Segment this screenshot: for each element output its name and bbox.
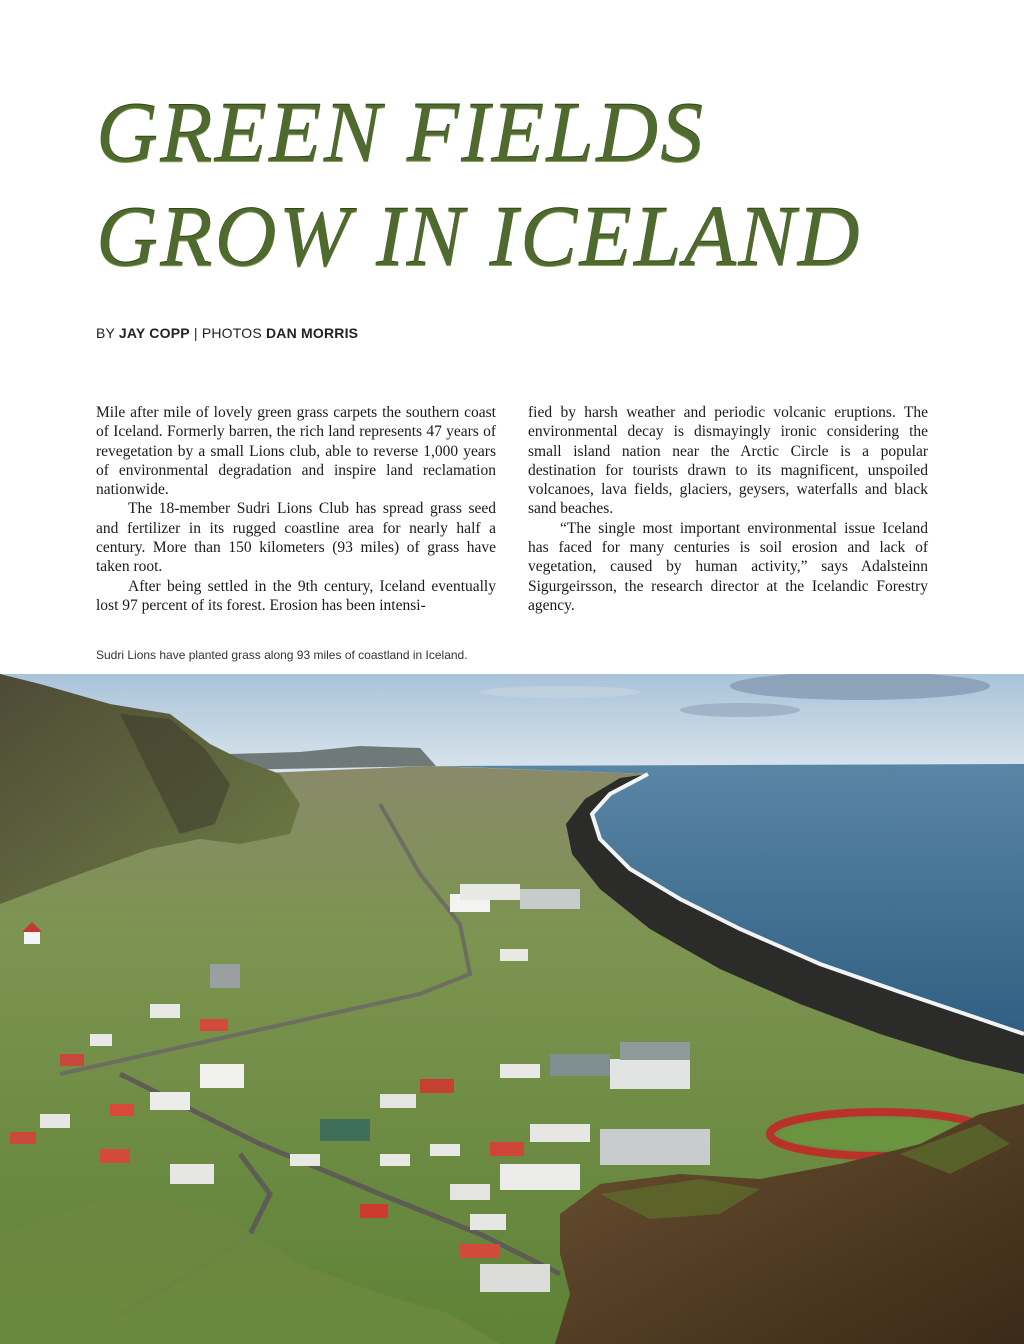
- byline-by-label: BY: [96, 325, 115, 341]
- house: [550, 1054, 610, 1076]
- house: [500, 1164, 580, 1190]
- house: [530, 1124, 590, 1142]
- body-paragraph-3-start: After being settled in the 9th century, Iceland eventually lost 97 percent of its forest. Erosion has been intensi-: [96, 577, 496, 614]
- house: [420, 1079, 454, 1093]
- house: [200, 1019, 228, 1031]
- house: [150, 1004, 180, 1018]
- house: [430, 1144, 460, 1156]
- house: [460, 1244, 500, 1258]
- byline: [96, 325, 358, 341]
- house: [610, 1059, 690, 1089]
- house: [500, 1064, 540, 1078]
- aerial-photo-vik-iceland: [0, 674, 1024, 1344]
- house: [380, 1154, 410, 1166]
- body-paragraph-4: “The single most important environmental issue Iceland has faced for many centuries is soil erosion and lack of vegetation, caused by human activity,” says Adalsteinn Sigurgeirsson, the research director at the Icelandic Forestry agency.: [528, 519, 928, 614]
- body-column-left: [96, 403, 496, 615]
- house: [110, 1104, 134, 1116]
- house: [150, 1092, 190, 1110]
- photo-caption: Sudri Lions have planted grass along 93 miles of coastland in Iceland.: [96, 648, 468, 662]
- byline-separator: |: [193, 325, 198, 341]
- body-paragraph-1: Mile after mile of lovely green grass carpets the southern coast of Iceland. Formerly barren, the rich land represents 47 years of revegetation by a small Lions club, able to reverse 1,000 years of environmental degradation and inspire land reclamation nationwide.: [96, 404, 496, 499]
- house: [490, 1142, 524, 1156]
- house: [60, 1054, 84, 1066]
- byline-photos-label: PHOTOS: [201, 325, 262, 341]
- house: [290, 1154, 320, 1166]
- house: [10, 1132, 36, 1144]
- church: [24, 932, 40, 944]
- house: [460, 884, 520, 900]
- cloud: [480, 686, 640, 698]
- body-column-right: [528, 403, 928, 615]
- house: [360, 1204, 388, 1218]
- house: [470, 1214, 506, 1230]
- house: [380, 1094, 416, 1108]
- house: [320, 1119, 370, 1141]
- house: [520, 889, 580, 909]
- house: [40, 1114, 70, 1128]
- article-title: [96, 80, 862, 288]
- house: [450, 1184, 490, 1200]
- body-paragraph-2: The 18-member Sudri Lions Club has spread grass seed and fertilizer in its rugged coastline area for nearly half a century. More than 150 kilometers (93 miles) of grass have taken root.: [96, 500, 496, 576]
- cloud: [680, 703, 800, 717]
- byline-author: JAY COPP: [118, 325, 190, 341]
- house: [200, 1064, 244, 1088]
- byline-photographer: DAN MORRIS: [266, 325, 359, 341]
- house: [480, 1264, 550, 1292]
- house: [500, 949, 528, 961]
- title-line-2: GROW IN ICELAND: [96, 188, 862, 284]
- house: [170, 1164, 214, 1184]
- body-paragraph-3-end: fied by harsh weather and periodic volcanic eruptions. The environmental decay is dismayingly ironic considering the small island nation near the Arctic Circle is a popular destination for tourists drawn to its magnificent, unspoiled volcanoes, lava fields, glaciers, geysers, waterfalls and black sand beaches.: [528, 404, 928, 518]
- house: [100, 1149, 130, 1163]
- house: [90, 1034, 112, 1046]
- house: [600, 1129, 710, 1165]
- house: [210, 964, 240, 988]
- title-line-1: GREEN FIELDS: [96, 84, 706, 180]
- house: [620, 1042, 690, 1060]
